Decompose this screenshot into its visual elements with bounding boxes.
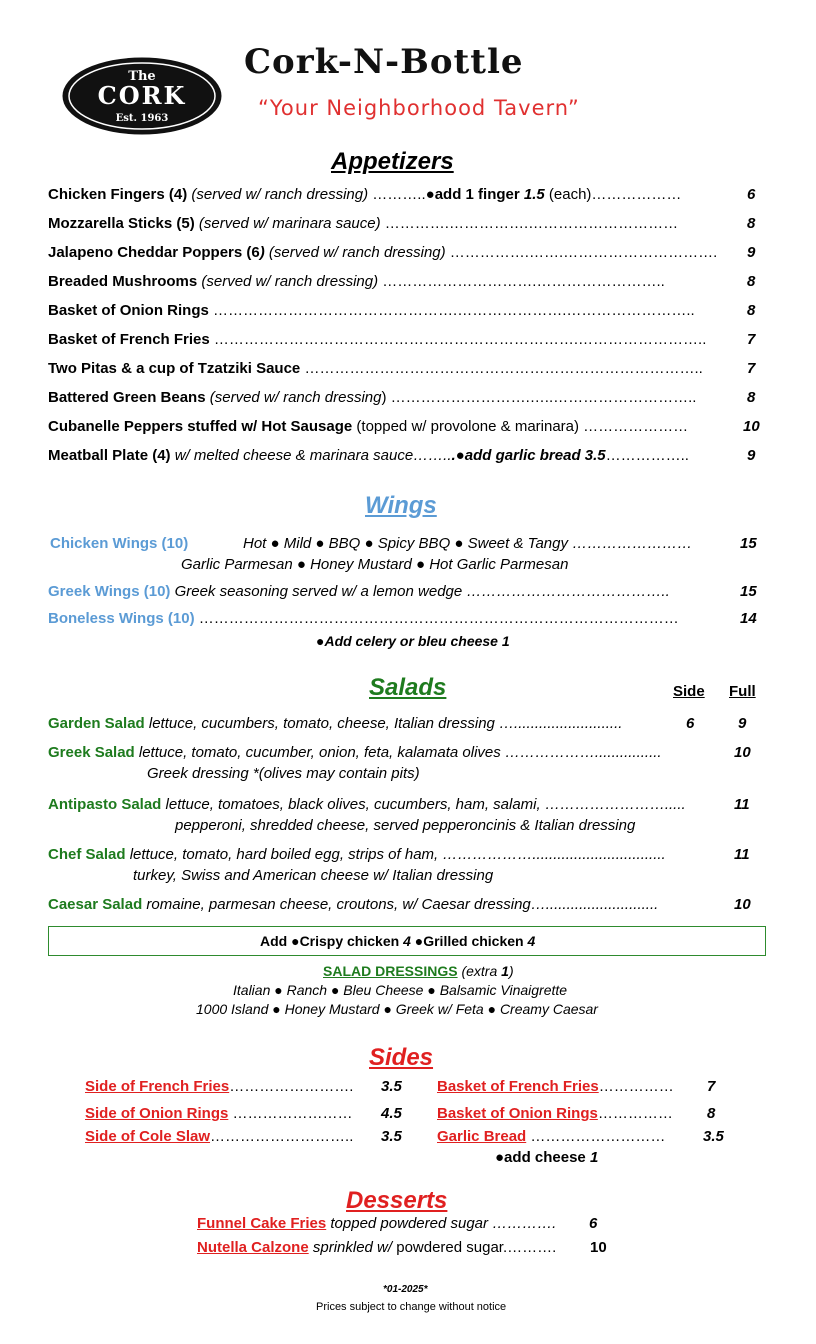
full-price: 9 (738, 715, 747, 732)
list-item: Jalapeno Cheddar Poppers (6) (served w/ ranch dressing) …………….…….…………………………. (48, 244, 718, 261)
logo-the: The (128, 69, 156, 84)
list-item: Garden Salad lettuce, cucumbers, tomato, cheese, Italian dressing ….......................... (48, 715, 623, 732)
list-item: Side of Cole Slaw……………………….. (85, 1128, 354, 1145)
item-price: 6 (589, 1215, 598, 1232)
full-price: 11 (734, 796, 750, 813)
list-item: Antipasto Salad lettuce, tomatoes, black olives, cucumbers, ham, salami, ……………………..... (48, 796, 686, 813)
price-disclaimer: Prices subject to change without notice (316, 1301, 507, 1313)
list-item: Two Pitas & a cup of Tzatziki Sauce …………………………………………………………………….. (48, 360, 703, 377)
list-item: Battered Green Beans (served w/ ranch dressing) ……………………….…..……………………….. (48, 389, 697, 406)
appetizers-heading: Appetizers (331, 148, 454, 175)
item-price: 3.5 (381, 1078, 402, 1095)
item-price: 10 (743, 418, 760, 435)
item-description: turkey, Swiss and American cheese w/ Italian dressing (133, 867, 494, 884)
list-item: Basket of Onion Rings…………… (437, 1105, 673, 1122)
item-price: 10 (590, 1239, 607, 1256)
sides-note: ●add cheese 1 (495, 1149, 599, 1166)
column-full: Full (729, 683, 756, 700)
list-item: Breaded Mushrooms (served w/ ranch dressing) ………………………….…………………….. (48, 273, 665, 290)
item-price: 8 (747, 273, 756, 290)
wings-note: ●Add celery or bleu cheese 1 (316, 633, 510, 649)
item-description: pepperoni, shredded cheese, served pepperoncinis & Italian dressing (175, 817, 636, 834)
restaurant-name: Cork-N-Bottle (244, 42, 524, 82)
item-price: 8 (707, 1105, 716, 1122)
item-price: 4.5 (381, 1105, 402, 1122)
full-price: 10 (734, 744, 751, 761)
dressings-line-2: 1000 Island ● Honey Mustard ● Greek w/ Feta ● Creamy Caesar (196, 1001, 598, 1017)
list-item: Greek Salad lettuce, tomato, cucumber, onion, feta, kalamata olives ………………................ (48, 744, 662, 761)
item-price: 9 (747, 447, 756, 464)
list-item: Cubanelle Peppers stuffed w/ Hot Sausage (topped w/ provolone & marinara) ………………… (48, 418, 689, 435)
item-price: 15 (740, 583, 757, 600)
side-price: 6 (686, 715, 695, 732)
wing-item-name: Chicken Wings (10) (50, 535, 189, 552)
item-price: 15 (740, 535, 757, 552)
list-item: Greek Wings (10) Greek seasoning served w/ a lemon wedge ………………………………….. (48, 583, 670, 600)
list-item: Side of French Fries……………………. (85, 1078, 354, 1095)
salad-dressings-header: SALAD DRESSINGS (extra 1) (323, 963, 514, 979)
wing-flavors-2: Garlic Parmesan ● Honey Mustard ● Hot Garlic Parmesan (181, 556, 569, 573)
list-item: Boneless Wings (10) …………………………………………………………………………………… (48, 610, 679, 627)
item-price: 8 (747, 302, 756, 319)
item-description: Greek dressing *(olives may contain pits) (147, 765, 420, 782)
column-side: Side (673, 683, 705, 700)
list-item: Caesar Salad romaine, parmesan cheese, croutons, w/ Caesar dressing…........................... (48, 896, 659, 913)
list-item: Basket of Onion Rings ………………………………………….………………….…………………….. (48, 302, 695, 319)
tagline: “Your Neighborhood Tavern” (258, 96, 580, 120)
item-price: 9 (747, 244, 756, 261)
logo-cork: CORK (97, 81, 187, 110)
wings-heading: Wings (365, 492, 437, 519)
list-item: Meatball Plate (4) w/ melted cheese & marinara sauce……...●add garlic bread 3.5…………….. (48, 447, 689, 464)
full-price: 11 (734, 846, 750, 863)
list-item: Side of Onion Rings …………………… (85, 1105, 353, 1122)
list-item: Funnel Cake Fries topped powdered sugar …………. (197, 1215, 557, 1232)
item-price: 7 (747, 331, 756, 348)
item-price: 6 (747, 186, 756, 203)
desserts-heading: Desserts (346, 1187, 448, 1214)
list-item: Basket of French Fries…………… (437, 1078, 674, 1095)
item-price: 8 (747, 215, 756, 232)
full-price: 10 (734, 896, 751, 913)
item-price: 7 (707, 1078, 716, 1095)
list-item: Chef Salad lettuce, tomato, hard boiled egg, strips of ham, ………………................................ (48, 846, 666, 863)
list-item: Garlic Bread ……………………… (437, 1128, 666, 1145)
item-price: 14 (740, 610, 757, 627)
item-price: 7 (747, 360, 756, 377)
salad-addons: Add ●Crispy chicken 4 ●Grilled chicken 4 (260, 933, 536, 949)
logo-est: Est. 1963 (115, 113, 169, 124)
list-item: Chicken Fingers (4) (served w/ ranch dressing) ………..●add 1 finger 1.5 (each)……………… (48, 186, 682, 203)
menu-date: *01-2025* (383, 1284, 428, 1295)
list-item: Mozzarella Sticks (5) (served w/ marinara sauce) ………….…………….………………………… (48, 215, 679, 232)
wing-flavors: Hot ● Mild ● BBQ ● Spicy BBQ ● Sweet & Tangy …………………… (243, 535, 693, 552)
item-price: 8 (747, 389, 756, 406)
list-item: Basket of French Fries ……………………………………………………………….…………………….. (48, 331, 707, 348)
sides-heading: Sides (369, 1044, 434, 1071)
dressings-line-1: Italian ● Ranch ● Bleu Cheese ● Balsamic Vinaigrette (233, 982, 568, 998)
cork-logo (62, 57, 222, 135)
salads-heading: Salads (369, 674, 447, 701)
list-item: Nutella Calzone sprinkled w/ powdered sugar.………. (197, 1239, 557, 1256)
item-price: 3.5 (381, 1128, 402, 1145)
item-price: 3.5 (703, 1128, 724, 1145)
